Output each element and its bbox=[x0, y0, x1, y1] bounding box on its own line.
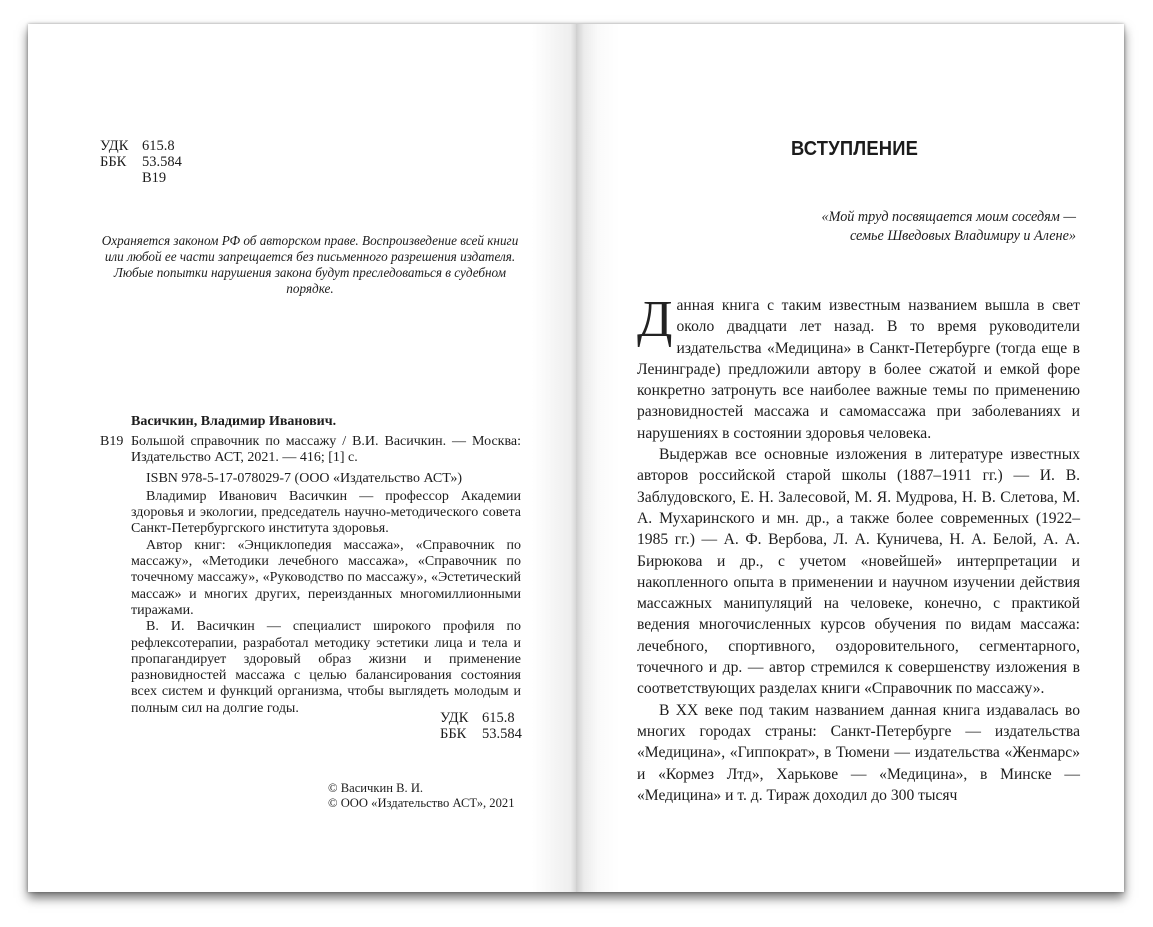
copyright-block bbox=[328, 781, 515, 811]
bibliographic-description: Большой справочник по массажу / В.И. Васичкин. — Москва: Издательство АСТ, 2021. — 416; [1] с. bbox=[131, 434, 521, 466]
copyright-notice: Охраняется законом РФ об авторском праве. Воспроизведение всей книги или любой ее части запрещается без письменного разрешения издателя. Любые попытки нарушения закона будут преследоваться в судебном порядке. bbox=[101, 233, 519, 296]
catalog-record bbox=[131, 434, 521, 717]
annotation-paragraph: Автор книг: «Энциклопедия массажа», «Справочник по массажу», «Методики лечебного массажа», «Справочник по точечному массажу», «Руководство по массажу», «Эстетический массаж» и многих других, переизданных многомиллионными тиражами. bbox=[131, 537, 521, 618]
epigraph-line: семье Шведовых Владимиру и Алене» bbox=[849, 228, 1076, 244]
copyright-line: © Васичкин В. И. bbox=[328, 781, 424, 795]
chapter-title: ВСТУПЛЕНИЕ bbox=[791, 138, 919, 160]
udk-code: 615.8 bbox=[142, 138, 175, 154]
epigraph bbox=[636, 208, 1076, 246]
catalog-ref-code: В19 bbox=[100, 434, 124, 449]
left-page bbox=[28, 24, 576, 892]
annotation-paragraph: Владимир Иванович Васичкин — профессор Академии здоровья и экологии, председатель научно-методического совета Санкт-Петербургского института здоровья. bbox=[131, 488, 521, 537]
annotation-paragraph: В. И. Васичкин — специалист широкого профиля по рефлексотерапии, разработал методику эстетики лица и тела и пропагандирует здоровый образ жизни и применение разновидностей массажа с целью балансирования состояния всех систем и функций организма, чтобы выглядеть молодым и полным сил на долгие годы. bbox=[131, 619, 521, 716]
isbn: ISBN 978-5-17-078029-7 (ООО «Издательство АСТ») bbox=[146, 470, 463, 486]
udk-label: УДК bbox=[100, 138, 129, 154]
udk-label: УДК bbox=[440, 710, 469, 726]
body-paragraph: Выдержав все основные изложения в литературе известных авторов российской старой школы (1887–1911 гг.) — И. В. Заблудовского, Е. Н. Залесовой, М. Я. Мудрова, Н. В. Слетова, М. А. Мухаринского и мн. др., а также более современных (1922–1985 гг.) — А. Ф. Вербова, Л. А. Куничева, Н. А. Белой, А. А. Бирюкова и др., с учетом «новейшей» интерпретации и накопленного опыта в применении и научном изучении действия массажных манипуляций на человеке, конечно, с практикой ведения многочисленных курсов обучения по видам массажа: лечебного, спортивного, оздоровительного, сегментарного, точечного и др. — автор стремился к совершенству изложения в соответствующих разделах книги «Справочник по массажу». bbox=[637, 446, 1080, 698]
bbk-code: 53.584 bbox=[482, 726, 522, 742]
paragraph-text: анная книга с таким известным названием вышла в свет около двадцати лет назад. В то время руководители издательства «Медицина» в Санкт-Петербурге (тогда еще в Ленинграде) предложили автору в более сжатой и емкой форе конкретно затронуть все наиболее важные темы по применению разновидностей массажа и самомассажа при заболеваниях и нарушениях в состоянии здоровья человека. bbox=[637, 297, 1080, 442]
classification-codes-bottom bbox=[440, 710, 522, 742]
body-paragraph: В XX веке под таким названием данная книга издавалась во многих городах страны: Санкт-Петербурге — издательства «Медицина», «Гиппократ», в Тюмени — издательства «Женмарс» и «Кормез Лтд», Харькове — «Медицина», в Минске — «Медицина» и т. д. Тираж доходил до 300 тысяч bbox=[637, 701, 1080, 804]
bbk-label: ББК bbox=[100, 154, 127, 170]
udk-code: 615.8 bbox=[482, 710, 515, 726]
epigraph-line: «Мой труд посвящается моим соседям — bbox=[821, 209, 1076, 225]
catalog-author: Васичкин, Владимир Иванович. bbox=[131, 414, 337, 429]
copyright-line: © ООО «Издательство АСТ», 2021 bbox=[328, 796, 515, 810]
main-text bbox=[637, 291, 1080, 806]
book-spread bbox=[28, 24, 1124, 892]
right-page bbox=[576, 24, 1124, 892]
drop-cap: Д bbox=[637, 291, 673, 348]
classification-codes-top bbox=[100, 138, 182, 186]
body-paragraph bbox=[637, 291, 1080, 444]
bbk-code: 53.584 bbox=[142, 154, 182, 170]
bbk-label: ББК bbox=[440, 726, 467, 742]
author-sign-code: В19 bbox=[142, 170, 167, 186]
